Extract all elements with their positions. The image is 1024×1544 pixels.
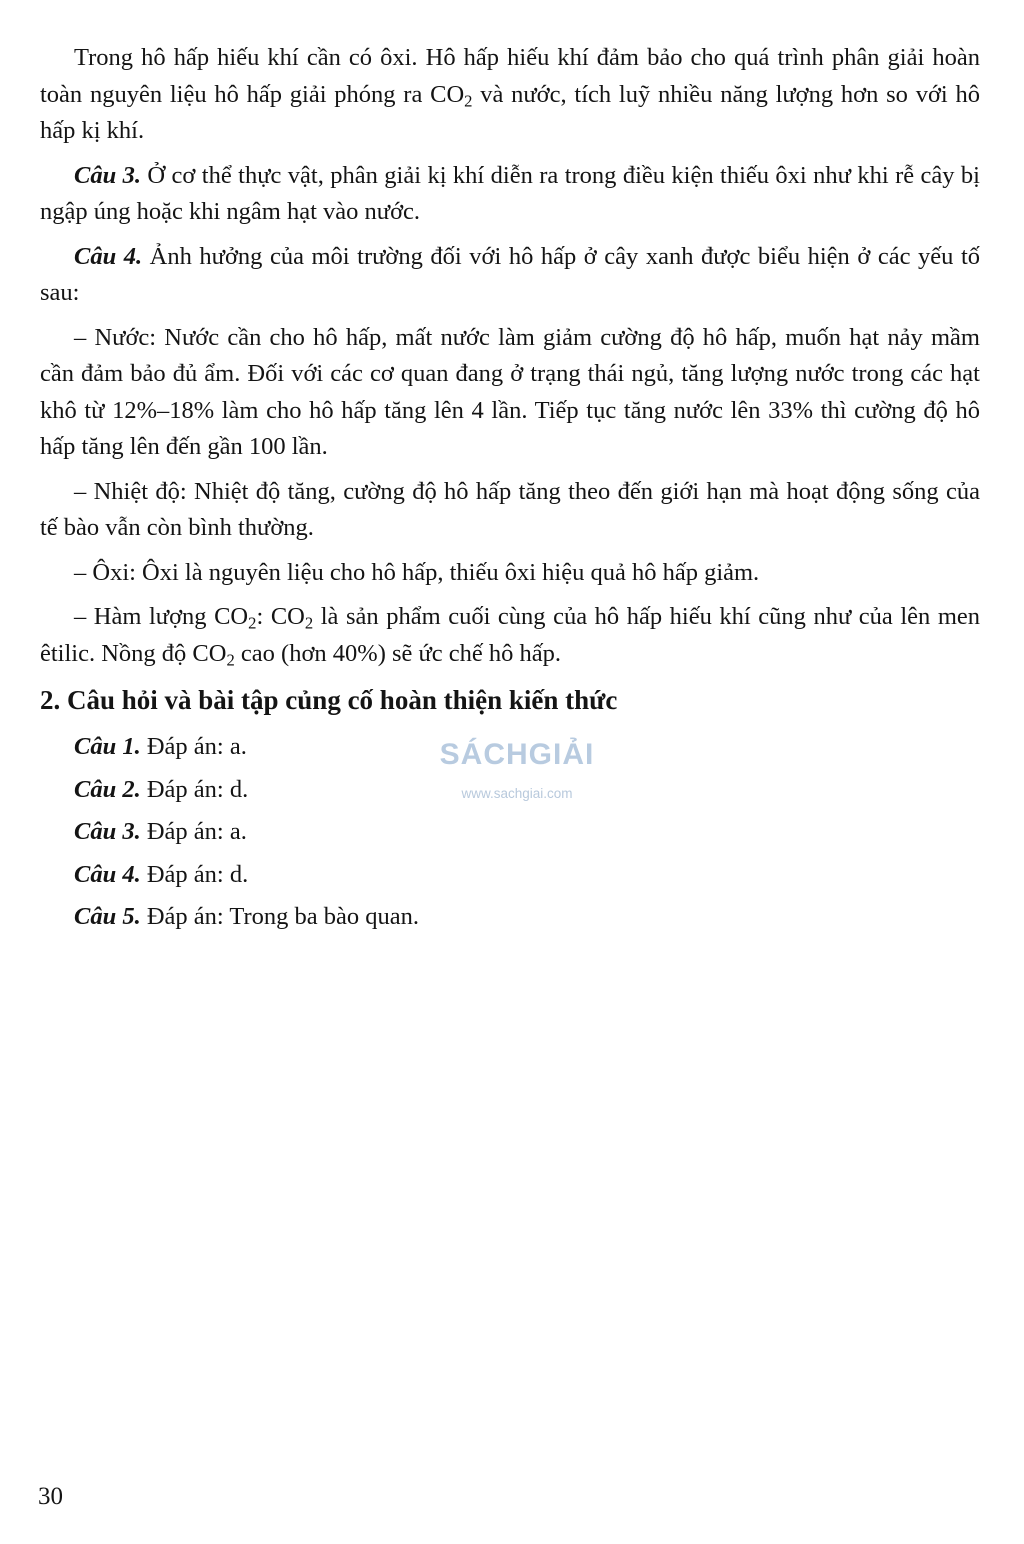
paragraph-temperature: – Nhiệt độ: Nhiệt độ tăng, cường độ hô hấp tăng theo đến giới hạn mà hoạt động sống của tế bào vẫn còn bình thường. [40, 477, 980, 541]
paragraph-cau-4: Câu 4. Ảnh hưởng của môi trường đối với hô hấp ở cây xanh được biểu hiện ở các yếu tố sau: [40, 242, 980, 306]
page-content [40, 40, 980, 939]
answer-item: Câu 1. Đáp án: a. [74, 733, 247, 760]
watermark-url: www.sachgiai.com [461, 786, 573, 801]
paragraph-co2: – Hàm lượng $CO_2$: $CO_2$ là sản phẩm cuối cùng của hô hấp hiếu khí cũng như của lên men êtilic. Nồng độ $CO_2$ cao (hơn 40%) sẽ ức chế hô hấp. [40, 603, 981, 670]
question-label: Câu 4. [74, 242, 143, 270]
answer-item: Câu 3. Đáp án: a. [74, 818, 247, 845]
page-number: 30 [38, 1483, 63, 1510]
section-heading: 2. Câu hỏi và bài tập củng cố hoàn thiện kiến thức [40, 685, 618, 715]
paragraph-cau-3: Câu 3. Ở cơ thể thực vật, phân giải kị khí diễn ra trong điều kiện thiếu ôxi như khi rễ cây bị ngập úng hoặc khi ngâm hạt vào nước. [40, 161, 980, 225]
answer-item: Câu 5. Đáp án: Trong ba bào quan. [74, 903, 420, 930]
watermark-logo: SÁCHGIẢI [439, 738, 595, 771]
question-label: Câu 3. [74, 161, 142, 189]
answer-item: Câu 2. Đáp án: d. [74, 775, 249, 803]
paragraph-oxygen: – Ôxi: Ôxi là nguyên liệu cho hô hấp, thiếu ôxi hiệu quả hô hấp giảm. [74, 558, 760, 586]
paragraph-aerobic: Trong hô hấp hiếu khí cần có ôxi. Hô hấp hiếu khí đảm bảo cho quá trình phân giải hoàn toàn nguyên liệu hô hấp giải phóng ra $CO_2$ và nước, tích luỹ nhiều năng lượng hơn so với hô hấp kị khí. [40, 44, 980, 144]
answer-item: Câu 4. Đáp án: d. [74, 860, 249, 888]
paragraph-water: – Nước: Nước cần cho hô hấp, mất nước làm giảm cường độ hô hấp, muốn hạt nảy mầm cần đảm bảo đủ ẩm. Đối với các cơ quan đang ở trạng thái ngủ, tăng lượng nước trong các hạt khô từ 12%–18% làm cho hô hấp tăng lên 4 lần. Tiếp tục tăng nước lên 33% thì cường độ hô hấp tăng lên đến gần 100 lần. [40, 323, 980, 460]
watermark [412, 738, 622, 801]
